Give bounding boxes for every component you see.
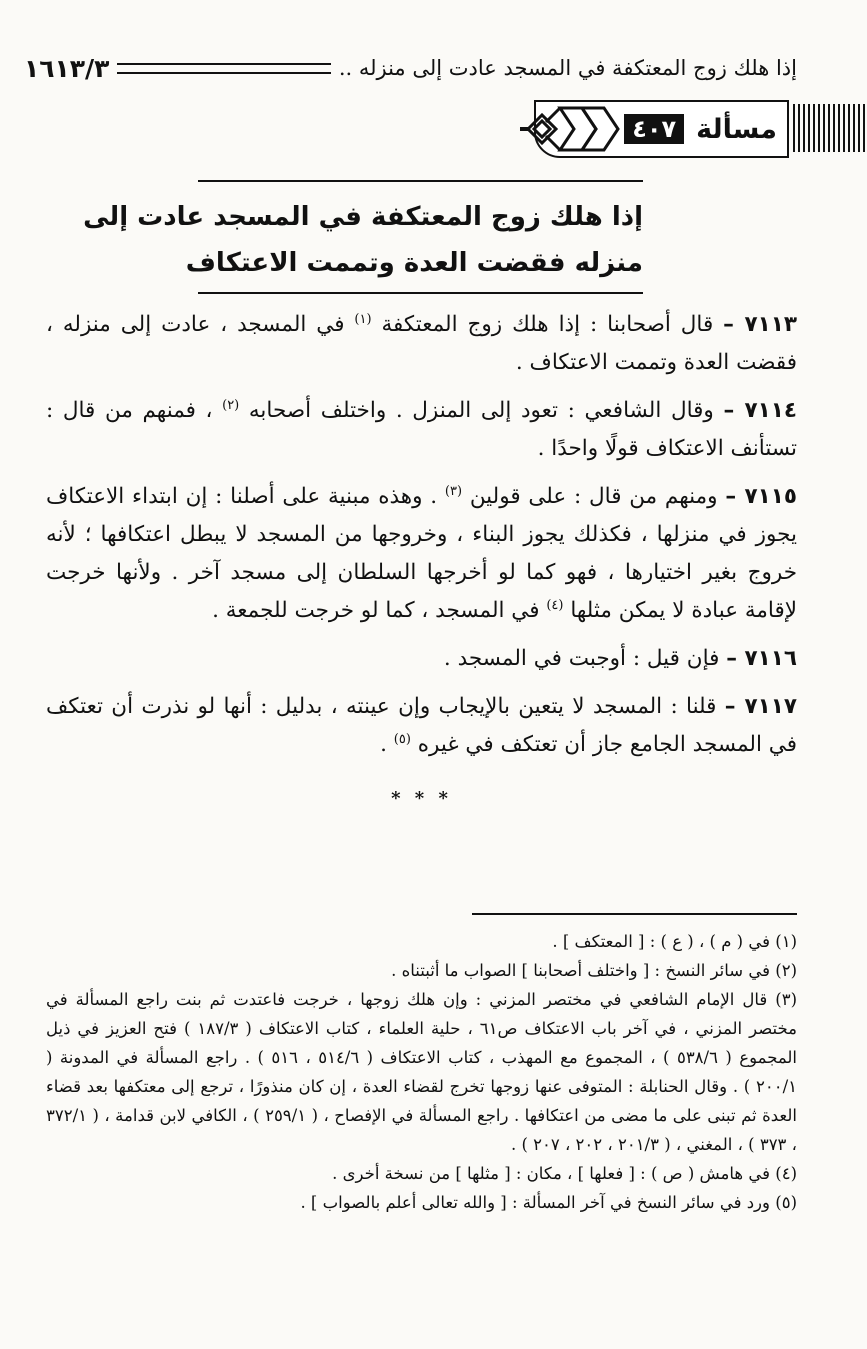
section-separator: * * * [391, 788, 452, 809]
paragraph-text: قال أصحابنا : إذا هلك زوج المعتكفة [371, 312, 714, 337]
paragraph-text: ، فمنهم من قال : تستأنف الاعتكاف قولًا واحدًا . [46, 398, 797, 461]
masala-banner [0, 98, 867, 160]
paragraph-7113 [46, 306, 797, 382]
knot-ornament-icon [520, 98, 625, 160]
footnote-5: (٥) ورد في سائر النسخ في آخر المسألة : [ والله تعالى أعلم بالصواب ] . [300, 1193, 797, 1212]
footnote-ref: (٤) [546, 597, 564, 613]
heading-line-2: منزله فقضت العدة وتممت الاعتكاف [185, 248, 643, 278]
body-text [46, 306, 797, 818]
paragraph-text: فإن قيل : أوجبت في المسجد . [443, 646, 720, 671]
paragraph-number: ٧١١٤ – [723, 398, 797, 423]
paragraph-text: وقال الشافعي : تعود إلى المنزل . واختلف أصحابه [239, 398, 714, 423]
page-number: ١٦١٣/٣ [24, 53, 110, 83]
running-header-rule [117, 63, 330, 74]
hatch-ornament [793, 104, 867, 152]
footnote-ref: (٥) [393, 731, 411, 747]
paragraph-text: . وهذه مبنية على أصلنا : إن ابتداء الاعتكاف يجوز في منزلها ، فكذلك يجوز البناء ، وخروجها من المسجد لا يبطل اعتكافها ؛ لأنه خروج بغير اختيارها ، فهو كما لو أخرجها السلطان إلى مسجد آخر . ولأنها خرجت لإقامة عبادة لا يمكن مثلها [46, 484, 797, 623]
running-header [24, 48, 797, 88]
paragraph-text: في المسجد ، عادت إلى منزله ، فقضت العدة وتممت الاعتكاف . [46, 312, 797, 375]
paragraph-text: ومنهم من قال : على قولين [462, 484, 718, 509]
footnote-3: (٣) قال الإمام الشافعي في مختصر المزني : وإن هلك زوجها ، خرجت فاعتدت ثم بنت راجع المسألة في مختصر المزني ، في آخر باب الاعتكاف ص٦١ ، حلية العلماء ، كتاب الاعتكاف ( ١٨٧/٣ ) فتح العزيز في ذيل المجموع ( ٥٣٨/٦ ) ، المجموع مع المهذب ، كتاب الاعتكاف ( ٥١٤/٦ ، ٥١٦ ) . راجع المسألة في المدونة ( ٢٠٠/١ ) . وقال الحنابلة : المتوفى عنها زوجها تخرج لقضاء العدة ، إن كان منذورًا ، ترجع إلى معتكفها بعد قضاء العدة ثم تبنى على ما مضى من اعتكافها . راجع المسألة في الإفصاح ، ( ٢٥٩/١ ) ، الكافي لابن قدامة ، ( ٣٧٢/١ ، ٣٧٣ ) ، المغني ، ( ٢٠١/٣ ، ٢٠٢ ، ٢٠٧ ) . [46, 990, 798, 1154]
running-header-title: إذا هلك زوج المعتكفة في المسجد عادت إلى منزله .. [338, 56, 797, 80]
paragraph-text: في المسجد ، كما لو خرجت للجمعة . [212, 598, 547, 623]
paragraph-number: ٧١١٧ – [724, 694, 797, 719]
paragraph-7114 [46, 392, 797, 468]
masala-number: ٤٠٧ [624, 114, 684, 144]
footnote-rule [472, 913, 797, 915]
footnote-1: (١) في ( م ) ، ( ع ) : [ المعتكف ] . [552, 932, 797, 951]
paragraph-number: ٧١١٣ – [723, 312, 797, 337]
issue-heading [83, 180, 643, 294]
heading-line-1: إذا هلك زوج المعتكفة في المسجد عادت إلى [83, 202, 643, 232]
paragraph-text: قلنا : المسجد لا يتعين بالإيجاب وإن عينته ، بدليل : أنها لو نذرت أن تعتكف في المسجد الجامع جاز أن تعتكف في غيره [46, 694, 797, 757]
paragraph-7117 [46, 688, 797, 764]
paragraph-number: ٧١١٦ – [726, 646, 797, 671]
paragraph-number: ٧١١٥ – [725, 484, 797, 509]
paragraph-text: . [380, 732, 394, 757]
paragraph-7115 [46, 478, 797, 630]
footnote-2: (٢) في سائر النسخ : [ واختلف أصحابنا ] الصواب ما أثبتناه . [391, 961, 797, 980]
footnote-ref: (١) [354, 311, 372, 327]
footnote-4: (٤) في هامش ( ص ) : [ فعلها ] ، مكان : [ مثلها ] من نسخة أخرى . [332, 1164, 797, 1183]
footnotes [46, 927, 797, 1217]
masala-label: مسألة [696, 113, 777, 145]
paragraph-7116 [46, 640, 797, 678]
footnote-ref: (٣) [444, 483, 463, 499]
footnote-ref: (٢) [222, 397, 240, 413]
